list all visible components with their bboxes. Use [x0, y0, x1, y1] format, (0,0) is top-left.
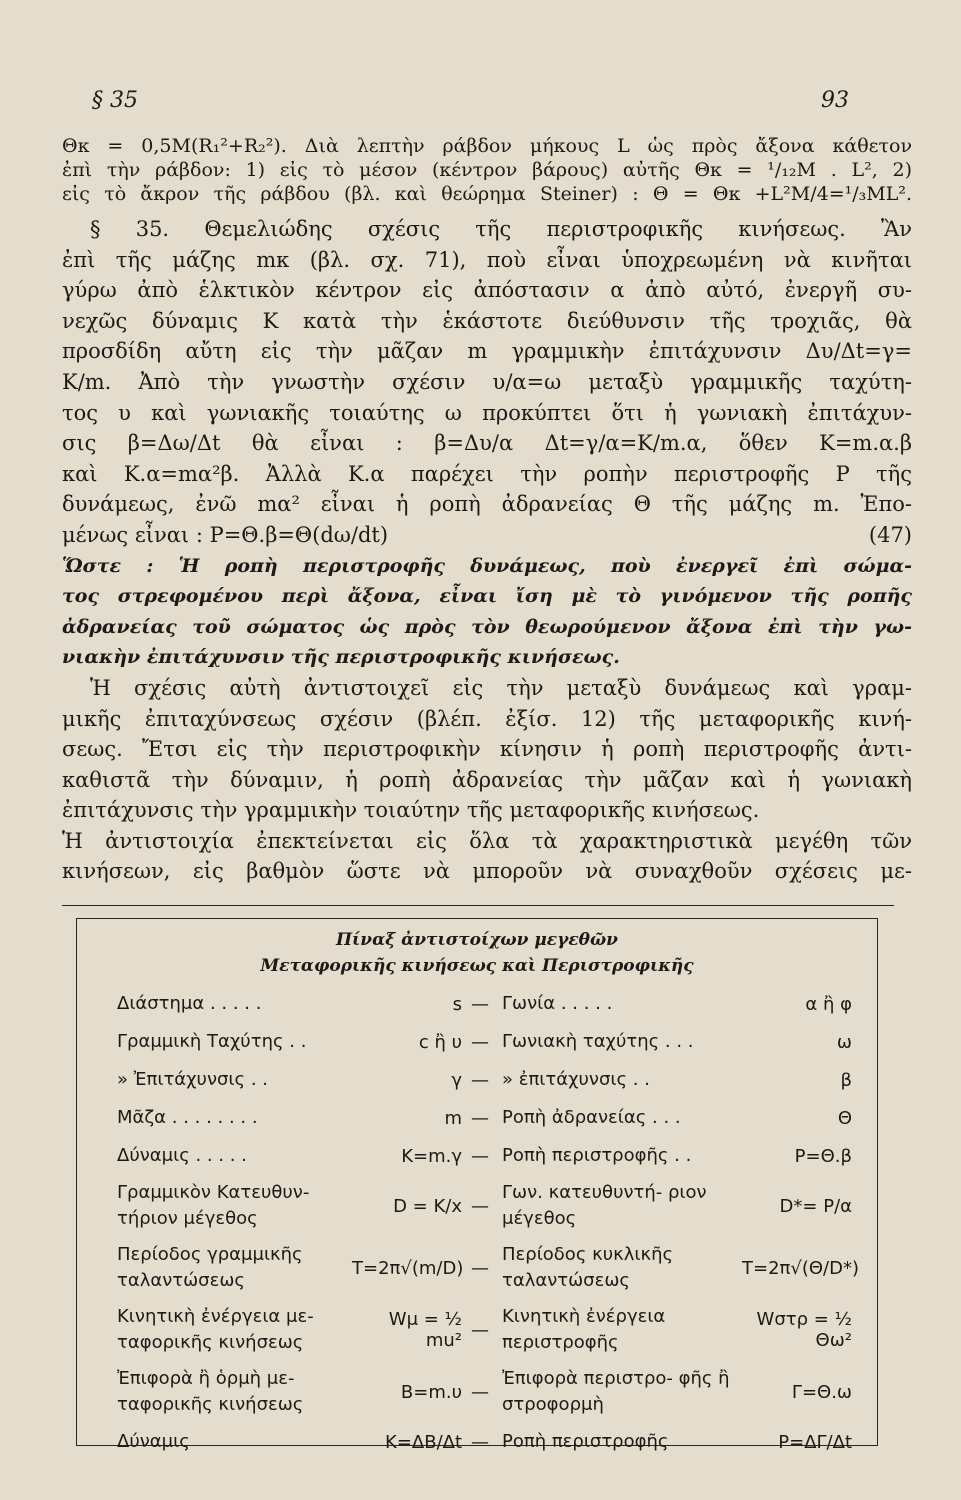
text-line: ἐπιτάχυνσις τὴν γραμμικὴν τοιαύτην τῆς μεταφορικῆς κινήσεως.: [62, 798, 760, 823]
right-symbol: Γ=Θ.ω: [791, 1381, 852, 1403]
text-line: κινήσεων, εἰς βαθμὸν ὥστε νὰ μποροῦν νὰ συναχθοῦν σχέσεις με-: [62, 859, 912, 884]
dash: —: [471, 1195, 489, 1217]
left-symbol: c ἢ υ: [418, 1031, 462, 1053]
text-line: εἰς τὸ ἄκρον τῆς ράβδου (βλ. καὶ θεώρημα Steiner) : Θ = Θκ +L²M/4=¹/₃ML².: [62, 183, 912, 205]
text-line: Ἡ ἀντιστοιχία ἐπεκτείνεται εἰς ὅλα τὰ χαρακτηριστικὰ μεγέθη τῶν: [62, 828, 912, 853]
table-row: [117, 1423, 857, 1461]
left-symbol: K=m.γ: [401, 1145, 462, 1167]
right-quantity: Ἐπιφορὰ περιστρο- φῆς ἢ στροφορμὴ: [502, 1368, 730, 1415]
left-quantity: Δύναμις: [117, 1431, 190, 1452]
left-quantity: Δύναμις . . . . .: [117, 1145, 247, 1166]
table-row: [117, 1061, 857, 1099]
left-symbol: D = K/x: [393, 1195, 462, 1217]
divider: [62, 905, 894, 906]
table-row: [117, 1361, 857, 1423]
text-line: καὶ K.α=mα²β. Ἀλλὰ K.α παρέχει τὴν ροπὴν περιστροφῆς P τῆς: [62, 461, 912, 486]
table-row: [117, 985, 857, 1023]
right-quantity: Περίοδος κυκλικῆς ταλαντώσεως: [502, 1244, 674, 1291]
text-line: γύρω ἀπὸ ἑλκτικὸν κέντρον εἰς ἀπόστασιν α ἀπὸ αὐτό, ἐνεργῆ συ-: [62, 278, 912, 303]
page-body: [62, 134, 912, 887]
right-quantity: Ροπὴ περιστροφῆς: [502, 1431, 669, 1452]
text-line: σεως. Ἔτσι εἰς τὴν περιστροφικὴν κίνησιν ἡ ροπὴ περιστροφῆς ἀντι-: [62, 737, 912, 762]
right-symbol: D*= P/α: [779, 1195, 852, 1217]
equation-number: (47): [868, 522, 912, 547]
left-symbol: T=2π√(m/D): [352, 1257, 464, 1279]
text-line: τος υ καὶ γωνιακῆς τοιαύτης ω προκύπτει ὅτι ἡ γωνιακὴ ἐπιτάχυν-: [62, 400, 912, 425]
right-symbol: Wστρ = ½ Θω²: [756, 1309, 852, 1351]
table-row: [117, 1299, 857, 1361]
left-symbol: Wμ = ½ mu²: [388, 1309, 462, 1351]
table-rows: [117, 985, 857, 1461]
text-line: ἐπὶ τὴν ράβδον: 1) εἰς τὸ μέσον (κέντρον βάρους) αὐτῆς Θκ = ¹/₁₂M . L², 2): [62, 159, 912, 181]
left-symbol: s: [452, 993, 462, 1015]
right-symbol: α ἢ φ: [805, 993, 852, 1015]
table-row: [117, 1237, 857, 1299]
left-symbol: B=m.υ: [400, 1381, 462, 1403]
left-symbol: γ: [451, 1069, 462, 1091]
right-symbol: T=2π√(Θ/D*): [742, 1257, 859, 1279]
equation-text: μένως εἶναι : P=Θ.β=Θ(dω/dt): [62, 522, 389, 547]
table-row: [117, 1137, 857, 1175]
right-quantity: Γωνιακὴ ταχύτης . . .: [502, 1031, 694, 1052]
right-symbol: Θ: [837, 1107, 852, 1129]
correspondence-table: [76, 918, 878, 1453]
left-quantity: Κινητικὴ ἐνέργεια με- ταφορικῆς κινήσεως: [117, 1306, 314, 1353]
text-line: καθιστᾶ τὴν δύναμιν, ἡ ροπὴ ἀδρανείας τὴν μᾶζαν καὶ ἡ γωνιακὴ: [62, 767, 912, 792]
text-line: Θκ = 0,5M(R₁²+R₂²). Διὰ λεπτὴν ράβδον μήκους L ὡς πρὸς ἄξονα κάθετον: [62, 135, 912, 157]
equation-line: [62, 520, 912, 551]
dash: —: [471, 1107, 489, 1129]
text-line: ἐπὶ τῆς μάζης mκ (βλ. σχ. 71), ποὺ εἶναι ὑποχρεωμένη νὰ κινῆται: [62, 247, 912, 272]
theorem-line: Ὥστε : Ἡ ροπὴ περιστροφῆς δυνάμεως, ποὺ ἐνεργεῖ ἐπὶ σώμα-: [62, 554, 912, 577]
left-quantity: Γραμμικὴ Ταχύτης . .: [117, 1031, 307, 1052]
right-symbol: P=ΔΓ/Δt: [778, 1431, 852, 1453]
text-line: Ἡ σχέσις αὐτὴ ἀντιστοιχεῖ εἰς τὴν μεταξὺ δυνάμεως καὶ γραμ-: [90, 675, 912, 700]
left-quantity: Διάστημα . . . . .: [117, 993, 262, 1014]
theorem-line: ἀδρανείας τοῦ σώματος ὡς πρὸς τὸν θεωρούμενον ἄξονα ἐπὶ τὴν γω-: [62, 615, 912, 638]
dash: —: [471, 1257, 489, 1279]
dash: —: [471, 1431, 489, 1453]
theorem-line: νιακὴν ἐπιτάχυνσιν τῆς περιστροφικῆς κινήσεως.: [62, 646, 620, 669]
right-quantity: Ροπὴ ἀδρανείας . . .: [502, 1107, 681, 1128]
right-quantity: Γων. κατευθυντή- ριον μέγεθος: [502, 1182, 707, 1229]
right-quantity: Κινητικὴ ἐνέργεια περιστροφῆς: [502, 1306, 666, 1353]
dash: —: [471, 1381, 489, 1403]
section-heading: § 35. Θεμελιώδης σχέσις τῆς περιστροφικῆς κινήσεως. Ἂν: [90, 217, 912, 241]
page-number: 93: [821, 88, 849, 113]
dash: —: [471, 1069, 489, 1091]
dash: —: [471, 1145, 489, 1167]
left-quantity: » Ἐπιτάχυνσις . .: [117, 1069, 268, 1090]
theorem-line: τος στρεφομένου περὶ ἄξονα, εἶναι ἴση μὲ τὸ γινόμενον τῆς ροπῆς: [62, 585, 912, 608]
left-quantity: Ἐπιφορὰ ἢ ὁρμὴ με- ταφορικῆς κινήσεως: [117, 1368, 304, 1415]
text-line: K/m. Ἀπὸ τὴν γνωστὴν σχέσιν υ/α=ω μεταξὺ γραμμικῆς ταχύτη-: [62, 369, 912, 394]
dash: —: [471, 993, 489, 1015]
left-quantity: Περίοδος γραμμικῆς ταλαντώσεως: [117, 1244, 303, 1291]
left-symbol: K=ΔB/Δt: [385, 1431, 462, 1453]
text-line: δυνάμεως, ἐνῶ mα² εἶναι ἡ ροπὴ ἀδρανείας Θ τῆς μάζης m. Ἐπο-: [62, 492, 912, 517]
dash: —: [471, 1319, 489, 1341]
text-line: μικῆς ἐπιταχύνσεως σχέσιν (βλέπ. ἐξίσ. 12) τῆς μεταφορικῆς κινή-: [62, 706, 912, 731]
right-quantity: Ροπὴ περιστροφῆς . .: [502, 1145, 692, 1166]
table-row: [117, 1023, 857, 1061]
right-symbol: P=Θ.β: [794, 1145, 852, 1167]
table-row: [117, 1099, 857, 1137]
table-row: [117, 1175, 857, 1237]
right-symbol: ω: [836, 1031, 852, 1053]
dash: —: [471, 1031, 489, 1053]
left-symbol: m: [444, 1107, 462, 1129]
section-header: § 35: [92, 88, 138, 113]
table-caption: Πίναξ ἀντιστοίχων μεγεθῶν: [336, 930, 618, 950]
right-symbol: β: [840, 1069, 852, 1091]
text-line: νεχῶς δύναμις Κ κατὰ τὴν ἑκάστοτε διεύθυνσιν τῆς τροχιᾶς, θὰ: [62, 308, 912, 333]
right-quantity: » ἐπιτάχυνσις . .: [502, 1069, 650, 1090]
text-line: προσδίδη αὔτη εἰς τὴν μᾶζαν m γραμμικὴν ἐπιτάχυνσιν Δυ/Δt=γ=: [62, 339, 912, 364]
left-quantity: Γραμμικὸν Κατευθυν- τήριον μέγεθος: [117, 1182, 310, 1229]
right-quantity: Γωνία . . . . .: [502, 993, 613, 1014]
text-line: σις β=Δω/Δt θὰ εἶναι : β=Δυ/α Δt=γ/α=K/m.α, ὅθεν K=m.α.β: [62, 431, 912, 456]
left-quantity: Μᾶζα . . . . . . . .: [117, 1107, 258, 1128]
table-subcaption: Μεταφορικῆς κινήσεως καὶ Περιστροφικῆς: [260, 956, 694, 976]
